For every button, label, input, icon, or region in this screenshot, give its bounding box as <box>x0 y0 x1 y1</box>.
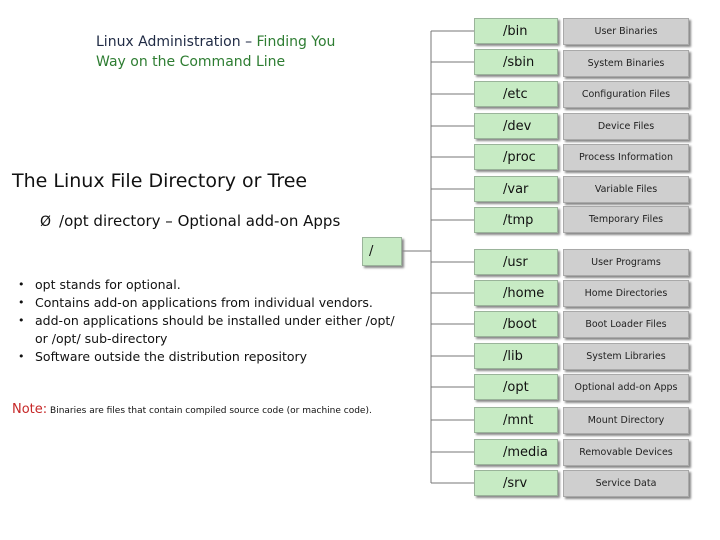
header-line-2: Way on the Command Line <box>96 54 286 70</box>
directory-node-home: /home <box>474 280 558 306</box>
directory-description-proc: Process Information <box>563 144 689 171</box>
directory-node-srv: /srv <box>474 470 558 496</box>
directory-description-bin: User Binaries <box>563 18 689 45</box>
directory-node-boot: /boot <box>474 311 558 337</box>
directory-description-boot: Boot Loader Files <box>563 311 689 338</box>
directory-description-media: Removable Devices <box>563 439 689 466</box>
directory-description-dev: Device Files <box>563 113 689 140</box>
root-directory-node: / <box>362 237 402 266</box>
directory-description-mnt: Mount Directory <box>563 407 689 434</box>
directory-description-lib: System Libraries <box>563 343 689 370</box>
bullet-item: • opt stands for optional. <box>18 276 408 294</box>
bullet-item: • add-on applications should be installed under either /opt/ or /opt/ sub-directory <box>18 312 408 348</box>
arrow-bullet-icon: Ø <box>40 214 52 230</box>
directory-description-tmp: Temporary Files <box>563 206 689 233</box>
directory-node-opt: /opt <box>474 374 558 400</box>
directory-node-lib: /lib <box>474 343 558 369</box>
bullet-item: • Software outside the distribution repository <box>18 348 408 366</box>
directory-description-srv: Service Data <box>563 470 689 497</box>
directory-node-proc: /proc <box>474 144 558 170</box>
directory-node-sbin: /sbin <box>474 49 558 75</box>
directory-description-opt: Optional add-on Apps <box>563 374 689 401</box>
directory-node-var: /var <box>474 176 558 202</box>
directory-description-home: Home Directories <box>563 280 689 307</box>
directory-node-dev: /dev <box>474 113 558 139</box>
directory-node-tmp: /tmp <box>474 207 558 233</box>
directory-node-media: /media <box>474 439 558 465</box>
slide-title: The Linux File Directory or Tree <box>12 170 308 192</box>
directory-description-usr: User Programs <box>563 249 689 276</box>
bullet-item: • Contains add-on applications from individual vendors. <box>18 294 408 312</box>
directory-node-etc: /etc <box>474 81 558 107</box>
directory-description-sbin: System Binaries <box>563 50 689 77</box>
note-text: Binaries are files that contain compiled source code (or machine code). <box>47 406 372 416</box>
sub-bullet-text: /opt directory – Optional add-on Apps <box>59 212 341 230</box>
directory-node-mnt: /mnt <box>474 407 558 433</box>
header-line-1: Linux Administration – Finding You <box>96 34 336 50</box>
directory-description-etc: Configuration Files <box>563 81 689 108</box>
directory-node-bin: /bin <box>474 18 558 44</box>
directory-node-usr: /usr <box>474 249 558 275</box>
directory-description-var: Variable Files <box>563 176 689 203</box>
note-label: Note: <box>12 402 48 417</box>
